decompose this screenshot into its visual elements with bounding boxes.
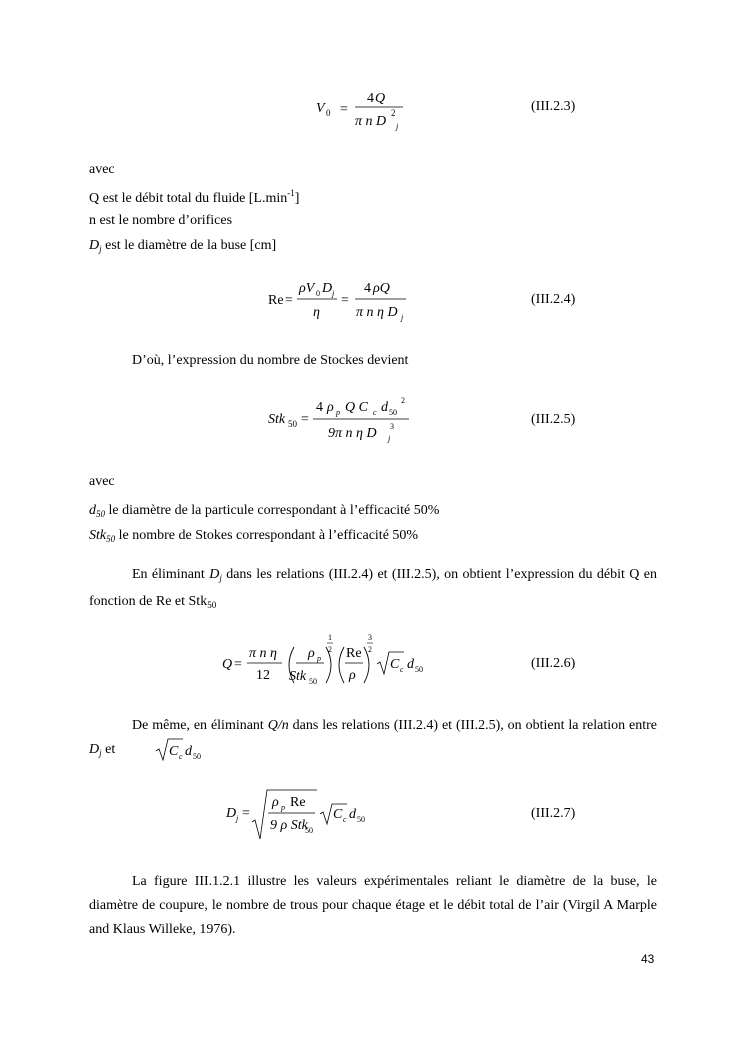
eq-symbol: 0 xyxy=(316,289,320,298)
eq-symbol: D xyxy=(322,281,333,296)
eq-symbol: 2 xyxy=(401,396,405,405)
eq-symbol: ρ xyxy=(349,668,356,683)
eq-symbol: 4 xyxy=(364,281,371,296)
eq-symbol: d xyxy=(349,807,356,822)
eq-symbol: 50 xyxy=(305,826,313,835)
eq-symbol: d xyxy=(381,400,388,415)
paragraph-1 xyxy=(89,563,657,617)
eq-symbol: 50 xyxy=(193,752,201,761)
equation-number: (III.2.7) xyxy=(531,806,576,821)
equation-number: (III.2.4) xyxy=(531,292,576,307)
eq-symbol: V xyxy=(316,101,325,116)
text-span: Q est le débit total du fluide [L.min xyxy=(89,191,288,206)
eq-symbol: 1 xyxy=(328,633,332,642)
equation-iii-2-6 xyxy=(220,630,435,694)
eq-symbol: c xyxy=(343,815,347,824)
eq-symbol: Stk xyxy=(268,412,286,427)
equation-iii-2-7 xyxy=(222,786,382,842)
eq-symbol: C xyxy=(333,807,343,822)
eq-symbol: p xyxy=(336,408,340,417)
equation-iii-2-5 xyxy=(265,393,415,448)
equation-iii-2-3 xyxy=(310,88,420,140)
text-line: avec xyxy=(89,162,115,177)
eq-symbol: j xyxy=(396,122,399,131)
eq-symbol: c xyxy=(400,665,404,674)
eq-symbol: Q xyxy=(222,657,233,672)
subscript: 50 xyxy=(96,509,105,519)
equation-number: (III.2.3) xyxy=(531,99,576,114)
eq-symbol: 9π n η D xyxy=(328,426,377,441)
eq-symbol: 12 xyxy=(256,668,270,683)
eq-symbol: Re xyxy=(268,293,284,308)
equation-number: (III.2.5) xyxy=(531,412,576,427)
symbol: D xyxy=(89,742,100,757)
eq-symbol: Stk xyxy=(289,669,307,684)
eq-symbol: 50 xyxy=(309,677,317,686)
subscript: 50 xyxy=(207,600,217,610)
eq-symbol: = xyxy=(234,657,242,672)
symbol: d xyxy=(89,503,96,518)
eq-symbol: 50 xyxy=(415,665,423,674)
eq-symbol: D xyxy=(226,806,237,821)
eq-symbol: = xyxy=(285,293,293,308)
eq-symbol: π n η D xyxy=(356,305,398,320)
text-span: dans les relations (III.2.4) et (III.2.5), on obtient la relation entre xyxy=(288,718,658,733)
text-span: le diamètre de la particule correspondant à l’efficacité 50% xyxy=(105,503,440,518)
superscript: -1 xyxy=(287,188,295,198)
eq-symbol: 4 xyxy=(316,400,323,415)
inline-formula-sqrt-cc-d50 xyxy=(155,736,205,764)
text-span: est le diamètre de la buse [cm] xyxy=(101,238,277,253)
eq-symbol: j xyxy=(401,313,404,322)
eq-symbol: Q xyxy=(375,91,386,106)
symbol: D xyxy=(89,238,100,253)
eq-symbol: = xyxy=(301,412,309,427)
subscript: j xyxy=(99,244,102,254)
eq-symbol: c xyxy=(179,752,183,761)
eq-symbol: = xyxy=(242,806,250,821)
eq-symbol: 2 xyxy=(328,645,332,654)
text-line xyxy=(89,238,276,255)
symbol: Stk xyxy=(89,528,107,543)
symbol: Q/n xyxy=(267,718,289,733)
text-line: avec xyxy=(89,474,115,489)
subscript: j xyxy=(219,573,222,583)
eq-symbol: 2 xyxy=(391,108,396,118)
eq-symbol: Q C xyxy=(345,400,368,415)
eq-symbol: η xyxy=(313,305,320,320)
eq-symbol: 0 xyxy=(326,108,331,118)
text-line xyxy=(89,503,439,520)
text-span: et xyxy=(101,742,116,757)
text-line xyxy=(89,528,418,545)
page-number: 43 xyxy=(641,952,655,966)
eq-symbol: ρV xyxy=(299,281,315,296)
eq-symbol: ρ xyxy=(327,400,334,415)
text-line xyxy=(89,188,299,208)
paragraph-3: La figure III.1.2.1 illustre les valeurs expérimentales reliant le diamètre de la buse, le diamètre de coupure, le nombre de trous pour chaque étage et le débit total de l’air (Virgil A Marple and Klaus Willeke, 1976). xyxy=(89,874,657,937)
eq-symbol: 3 xyxy=(368,633,372,642)
left-paren xyxy=(339,647,344,683)
eq-symbol: = xyxy=(340,102,348,117)
eq-symbol: Re xyxy=(346,646,362,661)
text-span: ] xyxy=(294,191,300,206)
equation-iii-2-4 xyxy=(265,276,415,326)
eq-symbol: 4 xyxy=(367,91,374,106)
eq-symbol: 50 xyxy=(389,408,397,417)
eq-symbol: π n η xyxy=(249,646,277,661)
eq-symbol: d xyxy=(185,744,192,759)
text-line: n est le nombre d’orifices xyxy=(89,213,233,228)
eq-symbol: = xyxy=(341,293,349,308)
eq-symbol: p xyxy=(281,803,285,812)
eq-symbol: ρQ xyxy=(373,281,390,296)
equation-number: (III.2.6) xyxy=(531,656,576,671)
eq-symbol: ρ xyxy=(272,795,279,810)
eq-symbol: 3 xyxy=(390,422,394,431)
text-span: le nombre de Stokes correspondant à l’efficacité 50% xyxy=(115,528,419,543)
subscript: j xyxy=(99,748,102,758)
eq-symbol: C xyxy=(169,744,179,759)
eq-symbol: d xyxy=(407,657,414,672)
text-span: De même, en éliminant xyxy=(132,718,268,733)
eq-symbol: 50 xyxy=(357,815,365,824)
eq-symbol: j xyxy=(332,289,335,298)
eq-symbol: C xyxy=(390,657,400,672)
text-span: dans les relations (III.2.4) et (III.2.5), on obtient l’expression du débit Q en fonction de Re et Stk xyxy=(89,567,657,609)
eq-symbol: ρ xyxy=(308,646,315,661)
symbol: D xyxy=(209,567,220,582)
eq-symbol: j xyxy=(236,814,239,823)
eq-symbol: 9 ρ Stk xyxy=(270,818,308,833)
eq-symbol: c xyxy=(373,408,377,417)
eq-symbol: 2 xyxy=(368,645,372,654)
eq-symbol: π n D xyxy=(355,114,387,129)
eq-symbol: Re xyxy=(290,795,306,810)
subscript: 50 xyxy=(106,534,116,544)
eq-symbol: 50 xyxy=(288,419,297,429)
text-line: D’où, l’expression du nombre de Stockes devient xyxy=(132,353,409,368)
eq-symbol: p xyxy=(317,654,321,663)
eq-symbol: j xyxy=(388,434,391,443)
text-span: En éliminant xyxy=(132,567,210,582)
